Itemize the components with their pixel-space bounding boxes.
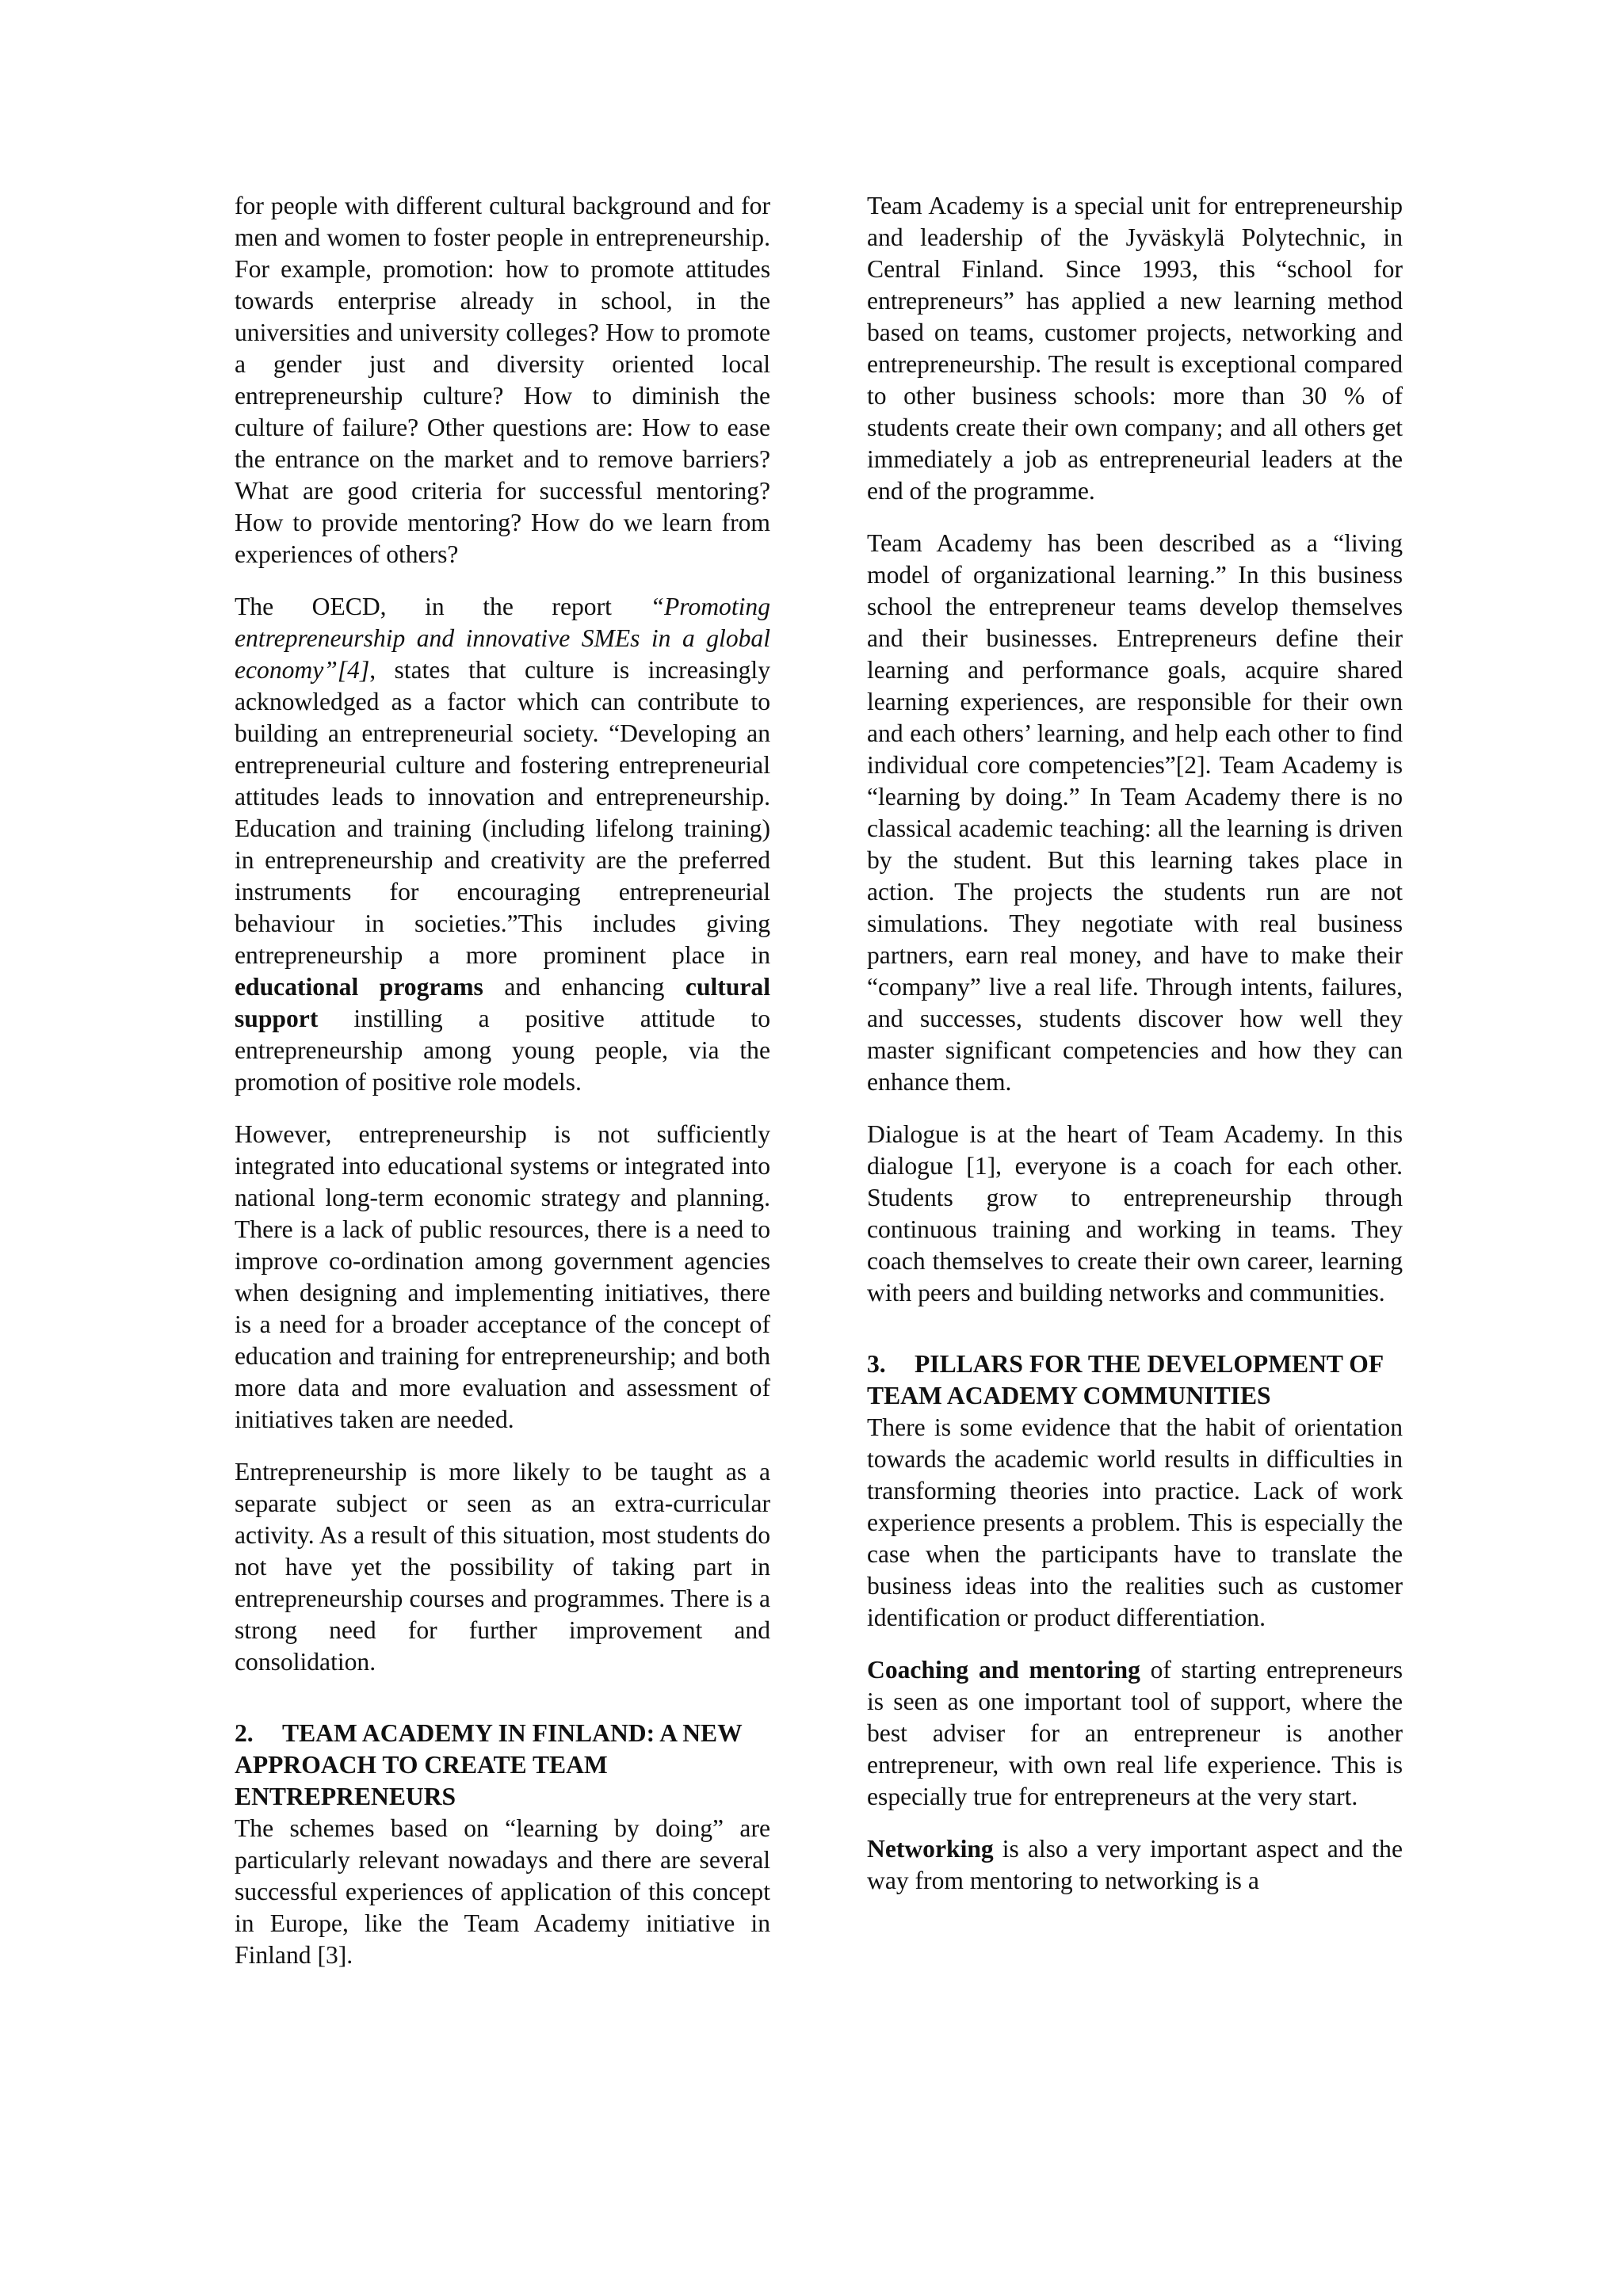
section-number: 2. <box>235 1719 254 1747</box>
left-column <box>235 190 770 1992</box>
bold-term: cultural support <box>235 973 770 1032</box>
right-column <box>867 190 1403 1917</box>
text-run: and enhancing <box>483 973 685 1001</box>
bold-term: Coaching and mentoring <box>867 1656 1140 1684</box>
paragraph: The schemes based on “learning by doing” are particularly relevant nowadays and there are several successful experiences of application of this concept in Europe, like the Team Academy initiative in Finland [3]. <box>235 1814 770 1969</box>
paragraph-coaching <box>867 1654 1403 1813</box>
bold-term: Networking <box>867 1835 994 1863</box>
paragraph: Dialogue is at the heart of Team Academy. In this dialogue [1], everyone is a coach for each other. Students grow to entrepreneurship through continuous training and working in teams. They coach themselves to create their own career, learning with peers and building networks and communities. <box>867 1120 1403 1306</box>
report-title-italic: “Promoting entrepreneurship and innovative SMEs in a global economy”[4] <box>235 593 770 684</box>
paragraph: There is some evidence that the habit of orientation towards the academic world results in difficulties in transforming theories into practice. Lack of work experience presents a problem. This is especially the case when the participants have to translate the business ideas into the realities such as customer identification or product differentiation. <box>867 1413 1403 1631</box>
paragraph: for people with different cultural background and for men and women to foster people in entrepreneurship. For example, promotion: how to promote attitudes towards enterprise already in school, in the universities and university colleges? How to promote a gender just and diversity oriented local entrepreneurship culture? How to diminish the culture of failure? Other questions are: How to ease the entrance on the market and to remove barriers? What are good criteria for successful mentoring? How to provide mentoring? How do we learn from experiences of others? <box>235 192 770 568</box>
paragraph: However, entrepreneurship is not sufficiently integrated into educational systems or integrated into national long-term economic strategy and planning. There is a lack of public resources, there is a need to improve co-ordination among government agencies when designing and implementing initiatives, there is a need for a broader acceptance of the concept of education and training for entrepreneurship; and both more data and more evaluation and assessment of initiatives taken are needed. <box>235 1120 770 1433</box>
section-title: PILLARS FOR THE DEVELOPMENT OF TEAM ACADEMY COMMUNITIES <box>867 1350 1384 1409</box>
text-run: The OECD, in the report <box>235 593 651 620</box>
bold-term: educational programs <box>235 973 483 1001</box>
text-run: , states that culture is increasingly acknowledged as a factor which can contribute to building an entrepreneurial society. “Developing an entrepreneurial culture and fostering entrepreneurial attitudes leads to innovation and entrepreneurship. Education and training (including lifelong training) in entrepreneurship and creativity are the preferred instruments for encouraging entrepreneurial behaviour in societies.”This includes giving entrepreneurship a more prominent place in <box>235 656 770 969</box>
text-run: of starting entrepreneurs is seen as one important tool of support, where the best adviser for an entrepreneur is another entrepreneur, with own real life experience. This is especially true for entrepreneurs at the very start. <box>867 1656 1403 1810</box>
section-heading-3 <box>867 1348 1403 1412</box>
section-heading-2 <box>235 1718 770 1813</box>
section-title: TEAM ACADEMY IN FINLAND: A NEW APPROACH TO CREATE TEAM ENTREPRENEURS <box>235 1719 743 1810</box>
text-run: instilling a positive attitude to entrepreneurship among young people, via the promotion of positive role models. <box>235 1005 770 1096</box>
paragraph-oecd <box>235 591 770 1098</box>
paragraph-networking <box>867 1833 1403 1897</box>
paragraph: Team Academy has been described as a “living model of organizational learning.” In this business school the entrepreneur teams develop themselves and their businesses. Entrepreneurs define their learning and performance goals, acquire shared learning experiences, are responsible for their own and each others’ learning, and help each other to find individual core competencies”[2]. Team Academy is “learning by doing.” In Team Academy there is no classical academic teaching: all the learning is driven by the student. But this learning takes place in action. The projects the students run are not simulations. They negotiate with real business partners, earn real money, and have to make their “company” live a real life. Through intents, failures, and successes, students discover how well they master significant competencies and how they can enhance them. <box>867 529 1403 1096</box>
paragraph: Team Academy is a special unit for entrepreneurship and leadership of the Jyväskylä Polytechnic, in Central Finland. Since 1993, this “school for entrepreneurs” has applied a new learning method based on teams, customer projects, networking and entrepreneurship. The result is exceptional compared to other business schools: more than 30 % of students create their own company; and all others get immediately a job as entrepreneurial leaders at the end of the programme. <box>867 192 1403 505</box>
section-number: 3. <box>867 1350 886 1378</box>
text-run: is also a very important aspect and the way from mentoring to networking is a <box>867 1835 1403 1894</box>
paragraph: Entrepreneurship is more likely to be taught as a separate subject or seen as an extra-curricular activity. As a result of this situation, most students do not have yet the possibility of taking part in entrepreneurship courses and programmes. There is a strong need for further improvement and consolidation. <box>235 1458 770 1676</box>
